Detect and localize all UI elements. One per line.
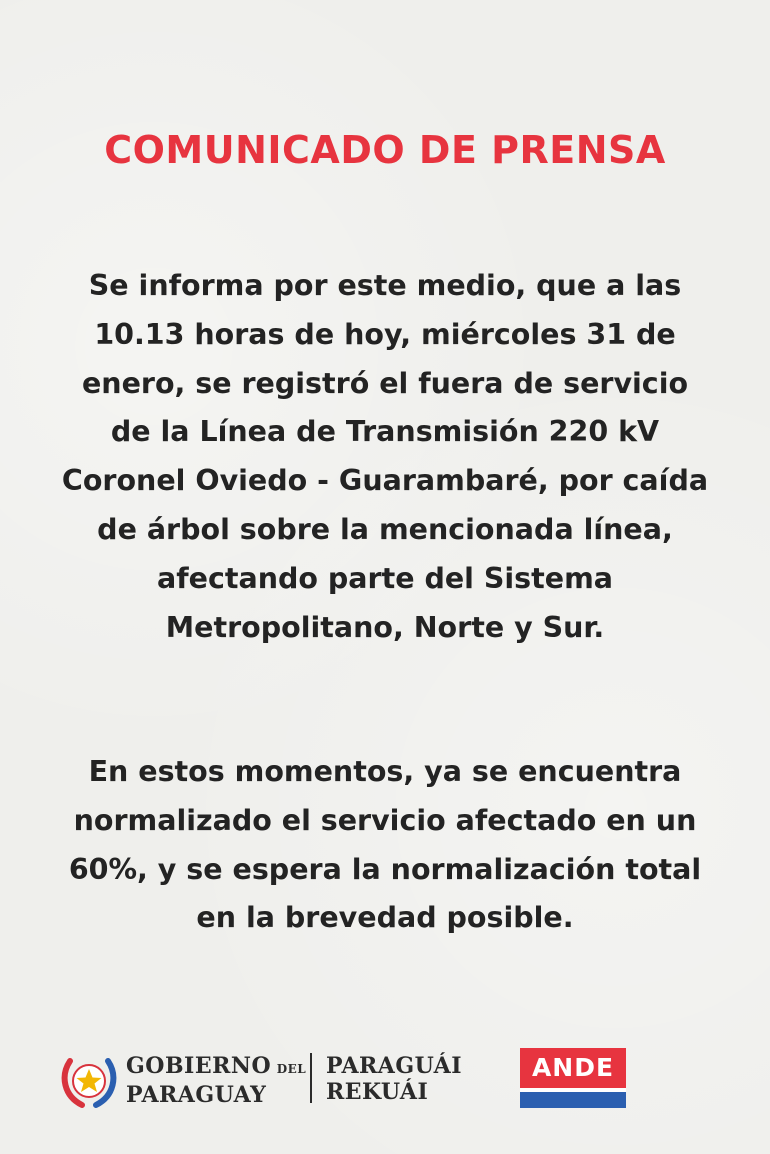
page-title: COMUNICADO DE PRENSA [104,128,666,172]
paragraph-incident: Se informa por este medio, que a las 10.13 horas de hoy, miércoles 31 de enero, se registró el fuera de servicio de la Línea de Transmisión 220 kV Coronel Oviedo - Guarambaré, por caída de árbol sobre la mencionada línea, afectando parte del Sistema Metropolitano, Norte y Sur. [61,269,709,644]
star-emblem-icon [60,1051,118,1109]
ande-logo-blue-band [520,1092,626,1108]
footer-logos [60,1045,640,1115]
ande-logo-label: ANDE [520,1048,626,1088]
slogan-line1: PARAGUÁI [326,1053,463,1079]
paragraph-status: En estos momentos, ya se encuentra normalizado el servicio afectado en un 60%, y se espera la normalización total en la brevedad posible. [68,755,702,935]
ande-logo [520,1048,626,1108]
gov-name-line1: GOBIERNO [126,1053,272,1079]
gov-name-line2: PARAGUAY [126,1082,267,1108]
gov-name-del: DEL [276,1062,307,1076]
logo-divider [310,1053,312,1103]
slogan-wordmark [326,1053,462,1105]
slogan-line2: REKUÁI [326,1079,429,1105]
government-wordmark [126,1053,306,1108]
